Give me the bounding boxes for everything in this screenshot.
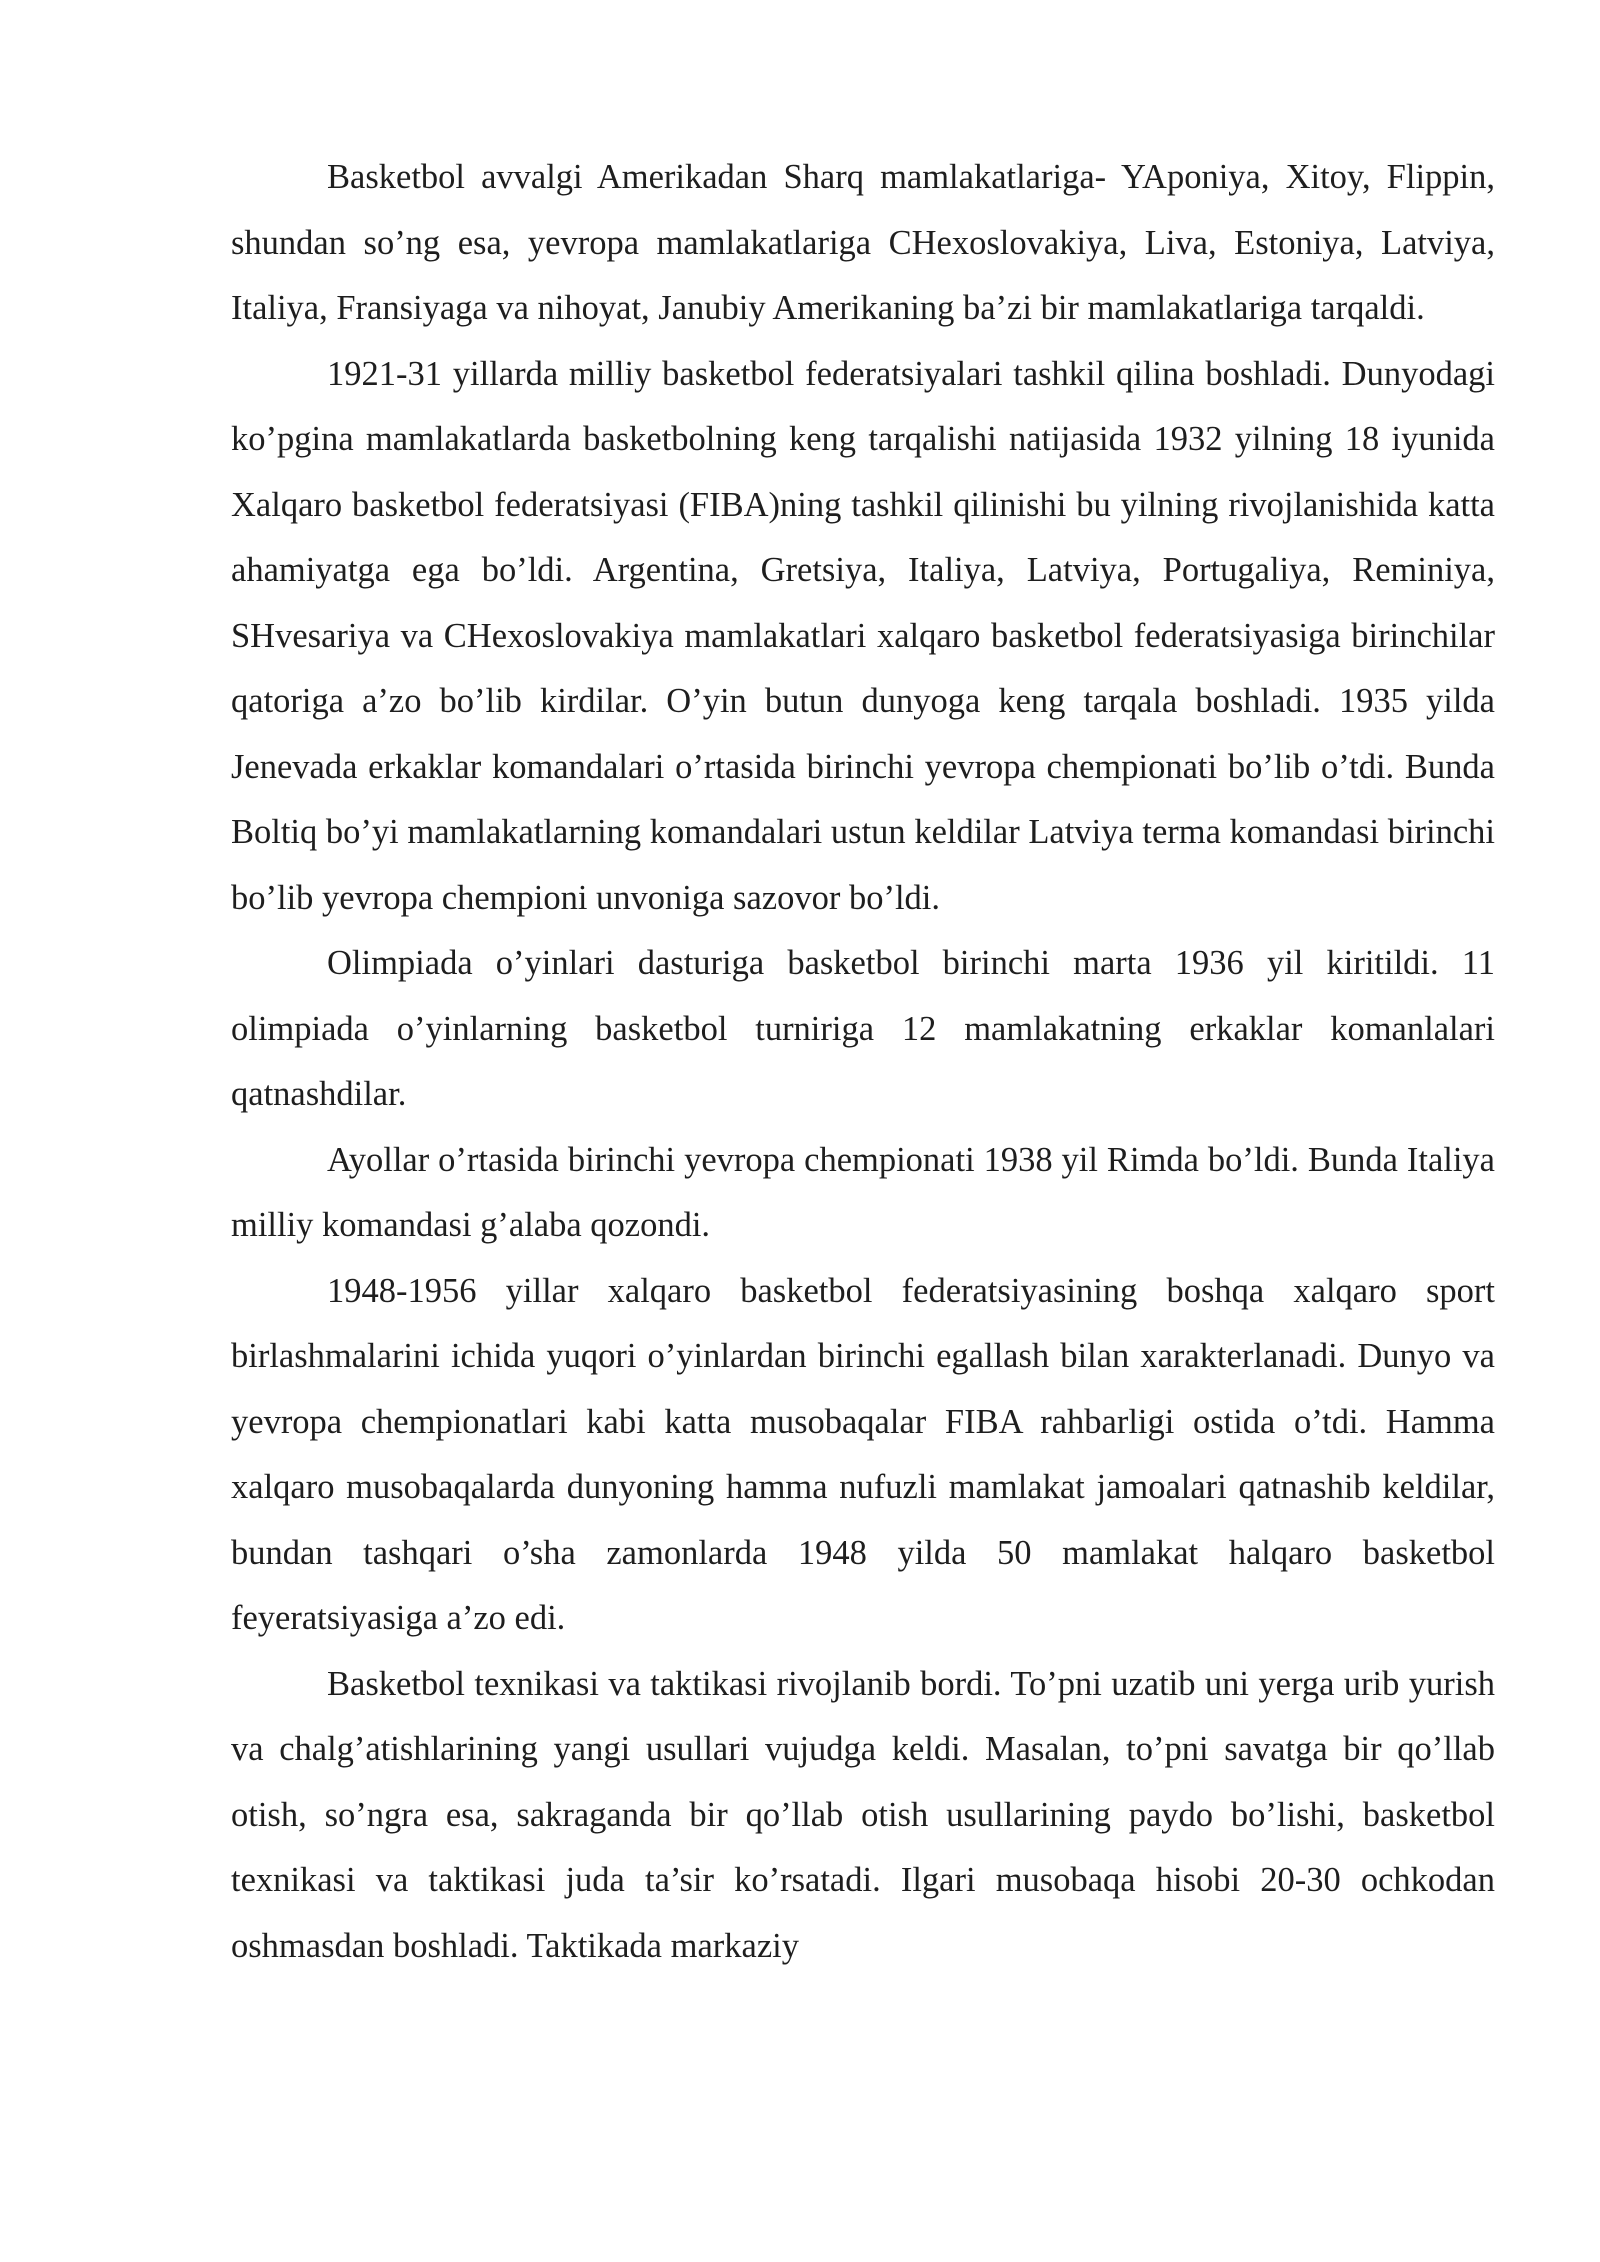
paragraph-federations: 1921-31 yillarda milliy basketbol federatsiyalari tashkil qilina boshladi. Dunyodagi ko’pgina mamlakatlarda basketbolning keng tarqalishi natijasida 1932 yilning 18 iyunida Xalqaro basketbol federatsiyasi (FIBA)ning tashkil qilinishi bu yilning rivojlanishida katta ahamiyatga ega bo’ldi. Argentina, Gretsiya, Italiya, Latviya, Portugaliya, Reminiya, SHvesariya va CHexoslovakiya mamlakatlari xalqaro basketbol federatsiyasiga birinchilar qatoriga a’zo bo’lib kirdilar. O’yin butun dunyoga keng tarqala boshladi. 1935 yilda Jenevada erkaklar komandalari o’rtasida birinchi yevropa chempionati bo’lib o’tdi. Bunda Boltiq bo’yi mamlakatlarning komandalari ustun keldilar Latviya terma komandasi birinchi bo’lib yevropa chempioni unvoniga sazovor bo’ldi.: [231, 354, 1495, 917]
document-body: [231, 145, 1495, 1979]
paragraph-women-championship: Ayollar o’rtasida birinchi yevropa chempionati 1938 yil Rimda bo’ldi. Bunda Italiya milliy komandasi g’alaba qozondi.: [231, 1140, 1495, 1244]
paragraph-spread: Basketbol avvalgi Amerikadan Sharq mamlakatlariga- YAponiya, Xitoy, Flippin, shundan so’ng esa, yevropa mamlakatlariga CHexoslovakiya, Liva, Estoniya, Latviya, Italiya, Fransiyaga va nihoyat, Janubiy Amerikaning ba’zi bir mamlakatlariga tarqaldi.: [231, 158, 1495, 327]
paragraph-1948-1956: 1948-1956 yillar xalqaro basketbol federatsiyasining boshqa xalqaro sport birlashmalarini ichida yuqori o’yinlardan birinchi egallash bilan xarakterlanadi. Dunyo va yevropa chempionatlari kabi katta musobaqalar FIBA rahbarligi ostida o’tdi. Hamma xalqaro musobaqalarda dunyoning hamma nufuzli mamlakat jamoalari qatnashib keldilar, bundan tashqari o’sha zamonlarda 1948 yilda 50 mamlakat halqaro basketbol feyeratsiyasiga a’zo edi.: [231, 1271, 1495, 1637]
paragraph-technique-tactics: Basketbol texnikasi va taktikasi rivojlanib bordi. To’pni uzatib uni yerga urib yurish va chalg’atishlarining yangi usullari vujudga keldi. Masalan, to’pni savatga bir qo’llab otish, so’ngra esa, sakraganda bir qo’llab otish usullarining paydo bo’lishi, basketbol texnikasi va taktikasi juda ta’sir ko’rsatadi. Ilgari musobaqa hisobi 20-30 ochkodan oshmasdan boshladi. Taktikada markaziy: [231, 1664, 1495, 1965]
paragraph-olympics: Olimpiada o’yinlari dasturiga basketbol birinchi marta 1936 yil kiritildi. 11 olimpiada o’yinlarning basketbol turniriga 12 mamlakatning erkaklar komanlalari qatnashdilar.: [231, 944, 1495, 1113]
